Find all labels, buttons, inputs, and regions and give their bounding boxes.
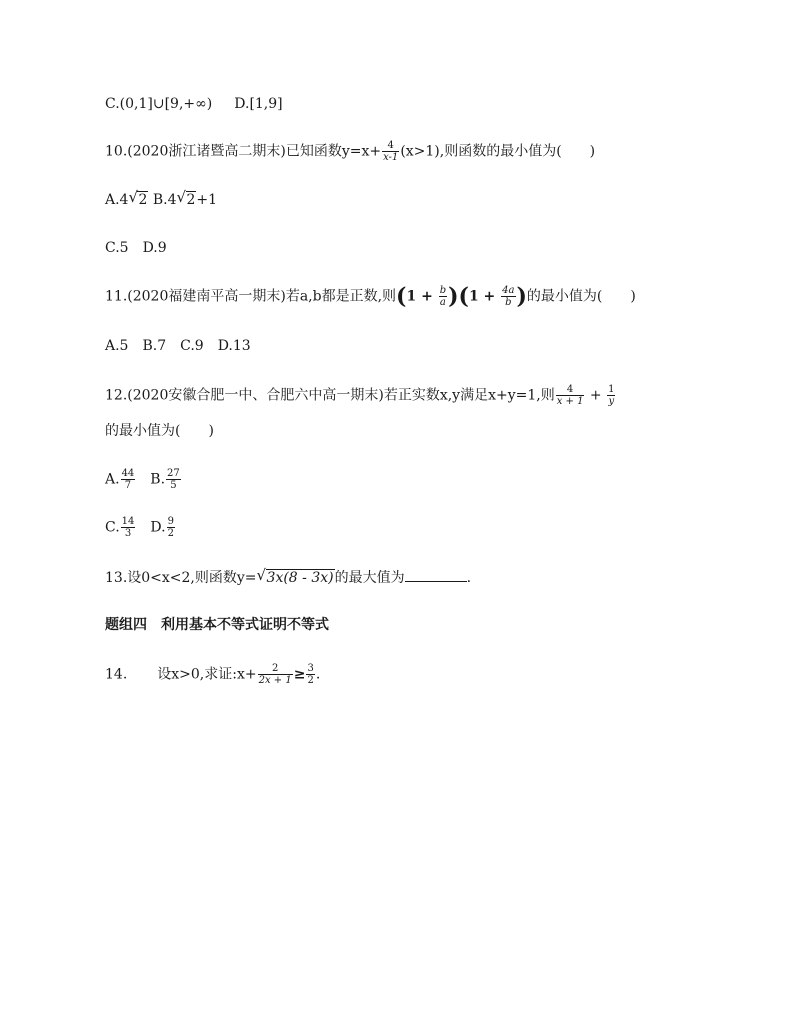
- q12-option-c-label: C.: [105, 519, 120, 536]
- q14-f1-den: 2x + 1: [258, 675, 292, 686]
- q12-option-a-den: 7: [124, 480, 132, 491]
- q12-option-b-label: B.: [150, 471, 166, 488]
- q11-stem-prefix: 11.(2020福建南平高一期末)若a,b都是正数,则: [105, 288, 397, 305]
- q11-f2-lead: 1 +: [468, 288, 501, 305]
- q10-option-b-sqrt: √ 2: [176, 188, 196, 208]
- q11-f1-lead: 1 +: [406, 288, 438, 305]
- q12-f2-num: 1: [608, 384, 615, 395]
- q11-stem-suffix: 的最小值为( ): [526, 288, 636, 305]
- q10-options-ab: [105, 190, 217, 210]
- q12-stem-prefix: 12.(2020安徽合肥一中、合肥六中高一期末)若正实数x,y满足x+y=1,则: [105, 387, 555, 404]
- q10-option-c: C.5: [105, 240, 129, 256]
- q11-f1-den: a: [439, 297, 446, 308]
- q14-fraction-2: [306, 663, 314, 686]
- q12-plus: +: [585, 387, 607, 404]
- q12-fraction-1: [556, 384, 585, 407]
- q12-stem-line2-text: 的最小值为( ): [105, 423, 214, 439]
- q9-option-d: D.[1,9]: [234, 96, 283, 112]
- q10-stem: [105, 140, 595, 163]
- q12-f1-den: x + 1: [556, 396, 584, 407]
- q11-stem: 11.(2020福建南平高一期末)若a,b都是正数,则(1 + $\frac{b}{a}$ )(1 + $\frac{4a}{b}$ )的最小值为( ): [105, 283, 636, 310]
- q12-options-ab: [105, 468, 182, 491]
- q12-option-c-frac: [121, 516, 136, 539]
- q10-option-a-label: A.4: [105, 192, 129, 208]
- q11-f2-num: 4a: [502, 285, 515, 296]
- q11-option-c: C.9: [180, 338, 204, 354]
- q12-fraction-2: [607, 384, 615, 407]
- q14-ge: ≥: [293, 666, 306, 683]
- q10-frac-num: 4: [382, 140, 399, 152]
- section-heading: 题组四 利用基本不等式证明不等式: [105, 617, 329, 633]
- q14-f1-num: 2: [258, 663, 293, 675]
- q11-option-d: D.13: [217, 338, 251, 354]
- q10-option-b-tail: +1: [196, 192, 218, 208]
- q14-f2-num: 3: [307, 663, 314, 674]
- q12-option-d-frac: [167, 516, 175, 539]
- q12-f2-den: y: [608, 396, 615, 407]
- q13-answer-blank[interactable]: [405, 567, 467, 582]
- q10-option-a-sqrt: √ 2: [128, 188, 148, 208]
- q10-option-d: D.9: [142, 240, 167, 256]
- q10-frac-den: x-1: [383, 152, 399, 163]
- q13-end: .: [466, 570, 472, 586]
- q12-option-a-label: A.: [105, 471, 120, 488]
- q10-option-b-radicand: 2: [186, 192, 196, 208]
- q14-fraction-1: [258, 663, 293, 686]
- q10-option-a-radicand: 2: [138, 192, 148, 208]
- q11-options: [105, 336, 251, 356]
- q11-f2-den: b: [505, 297, 512, 308]
- q14-f2-den: 2: [307, 675, 314, 686]
- q12-options-cd: [105, 516, 176, 539]
- q13-radicand: 3x(8 - 3x): [266, 570, 334, 586]
- q14-stem-prefix: 设x>0,求证:x+: [157, 666, 257, 683]
- q12-option-d-label: D.: [150, 519, 166, 536]
- q10-options-cd: [105, 238, 167, 258]
- q13-stem: [105, 567, 471, 588]
- q13-sqrt: √ 3x(8 - 3x): [256, 566, 334, 586]
- q11-option-a: A.5: [105, 338, 129, 354]
- q12-option-b-num: 27: [167, 468, 180, 479]
- q10-option-b-label: B.4: [152, 192, 177, 208]
- q12-option-d-num: 9: [167, 516, 174, 527]
- q11-fraction-2: [501, 285, 515, 308]
- q12-option-a-frac: [121, 468, 136, 491]
- q14-number: 14.: [105, 666, 128, 683]
- q12-option-b-den: 5: [170, 480, 177, 491]
- q12-option-c-den: 3: [124, 528, 132, 539]
- q14-end: .: [315, 666, 321, 683]
- q12-stem-line2: [105, 421, 214, 441]
- q13-stem-suffix: 的最大值为: [334, 570, 405, 586]
- q11-option-b: B.7: [142, 338, 167, 354]
- q13-stem-prefix: 13.设0<x<2,则函数y=: [105, 570, 257, 586]
- q12-f1-num: 4: [556, 384, 585, 396]
- q12-option-b-frac: [166, 468, 181, 491]
- q12-option-d-den: 2: [167, 528, 174, 539]
- q10-stem-prefix: 10.(2020浙江诸暨高二期末)已知函数y=x+: [105, 143, 382, 160]
- q10-stem-suffix: (x>1),则函数的最小值为( ): [400, 143, 596, 160]
- q10-fraction: [382, 140, 399, 163]
- q11-f1-num: b: [439, 285, 447, 296]
- q9-options-row: [105, 94, 283, 114]
- q12-option-c-num: 14: [121, 516, 135, 527]
- q11-fraction-1: [439, 285, 447, 308]
- q12-stem: [105, 384, 616, 407]
- q14-stem: [105, 663, 320, 686]
- q9-option-c: C.(0,1]∪[9,+∞): [105, 96, 213, 112]
- q12-option-a-num: 44: [121, 468, 135, 479]
